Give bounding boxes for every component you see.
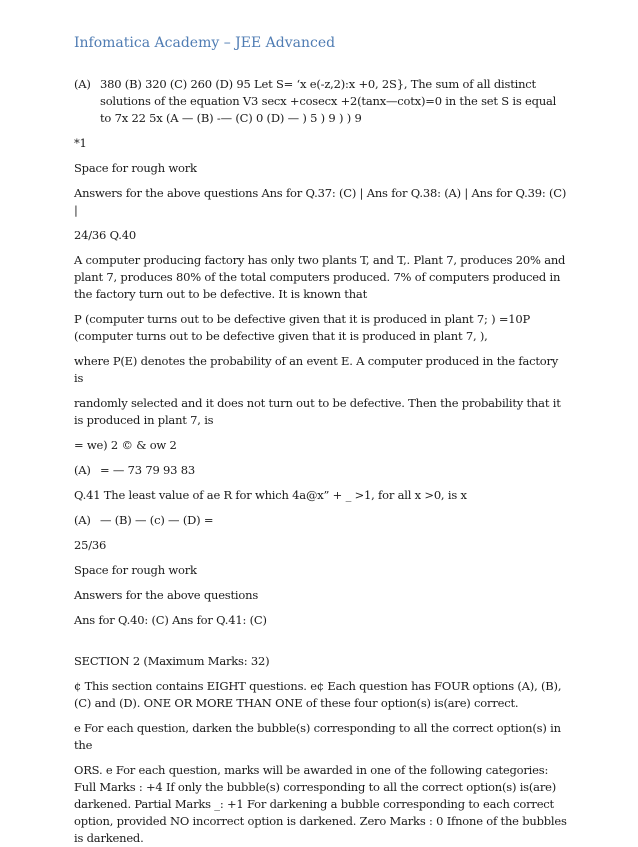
answers-line: Ans for Q.40: (C) Ans for Q.41: (C) — [74, 613, 267, 627]
marking-scheme: ORS. e For each question, marks will be awarded in one of the following categories: Full Marks : +4 If only the bubble(s) corresponding to all the correct option(s) is(are) darkened. Partial Marks _: +1 For darkening a bubble corresponding to each correct option, provided NO incorrect option is darkened. Zero Marks : 0 Ifnone of the bubbles is darkened. — [74, 763, 567, 845]
answers-line: Answers for the above questions Ans for Q.37: (C) | Ans for Q.38: (A) | Ans for Q.39: (C) | — [74, 186, 567, 217]
question-41-text: Q.41 The least value of ae R for which 4a@x” + _ >1, for all x >0, is x — [74, 488, 467, 502]
section-instructions: e For each question, darken the bubble(s) corresponding to all the correct option(s) in the — [74, 721, 561, 752]
paragraph: randomly selected and it does not turn out to be defective. Then the probability that it is produced in plant 7, is — [74, 396, 561, 427]
option-label: (A) — [74, 513, 91, 527]
document-body — [74, 76, 570, 847]
page-header: Infomatica Academy – JEE Advanced — [74, 35, 336, 51]
paragraph-text: 380 (B) 320 (C) 260 (D) 95 Let S= ‘x e(-z,2):x +0, 2S}, The sum of all distinct solutions of the equation V3 secx +cosecx +2(tanx—cotx)=0 in the set S is equal to 7x 22 5x (A — (B) -— (C) 0 (D) — ) 5 ) 9 ) ) 9 — [100, 77, 557, 125]
question-40-text: A computer producing factory has only two plants T, and T,. Plant 7, produces 20% and plant 7, produces 80% of the total computers produced. 7% of computers produced in the factory turn out to be defective. It is known that — [74, 253, 566, 301]
paragraph-text: = — 73 79 93 83 — [100, 463, 195, 477]
paragraph: *1 — [74, 136, 87, 150]
paragraph: = we) 2 © & ow 2 — [74, 438, 177, 452]
q41-options — [74, 512, 570, 529]
page-number-question: 24/36 Q.40 — [74, 228, 136, 242]
answers-heading: Answers for the above questions — [74, 588, 259, 602]
page-number: 25/36 — [74, 538, 107, 552]
option-label: (A) — [74, 463, 91, 477]
q40-options — [74, 462, 570, 479]
section-instructions: ¢ This section contains EIGHT questions. e¢ Each question has FOUR options (A), (B), (C) and (D). ONE OR MORE THAN ONE of these four option(s) is(are) correct. — [74, 679, 562, 710]
paragraph: P (computer turns out to be defective given that it is produced in plant 7; ) =10P (computer turns out to be defective given that it is produced in plant 7, ), — [74, 312, 531, 343]
option-label: (A) — [74, 77, 91, 91]
paragraph: where P(E) denotes the probability of an event E. A computer produced in the factory is — [74, 354, 559, 385]
rough-work-label: Space for rough work — [74, 563, 197, 577]
q36-options-and-q37-text — [74, 76, 570, 127]
paragraph-text: — (B) — (c) — (D) = — [100, 513, 214, 527]
section-heading: SECTION 2 (Maximum Marks: 32) — [74, 654, 270, 668]
rough-work-label: Space for rough work — [74, 161, 197, 175]
